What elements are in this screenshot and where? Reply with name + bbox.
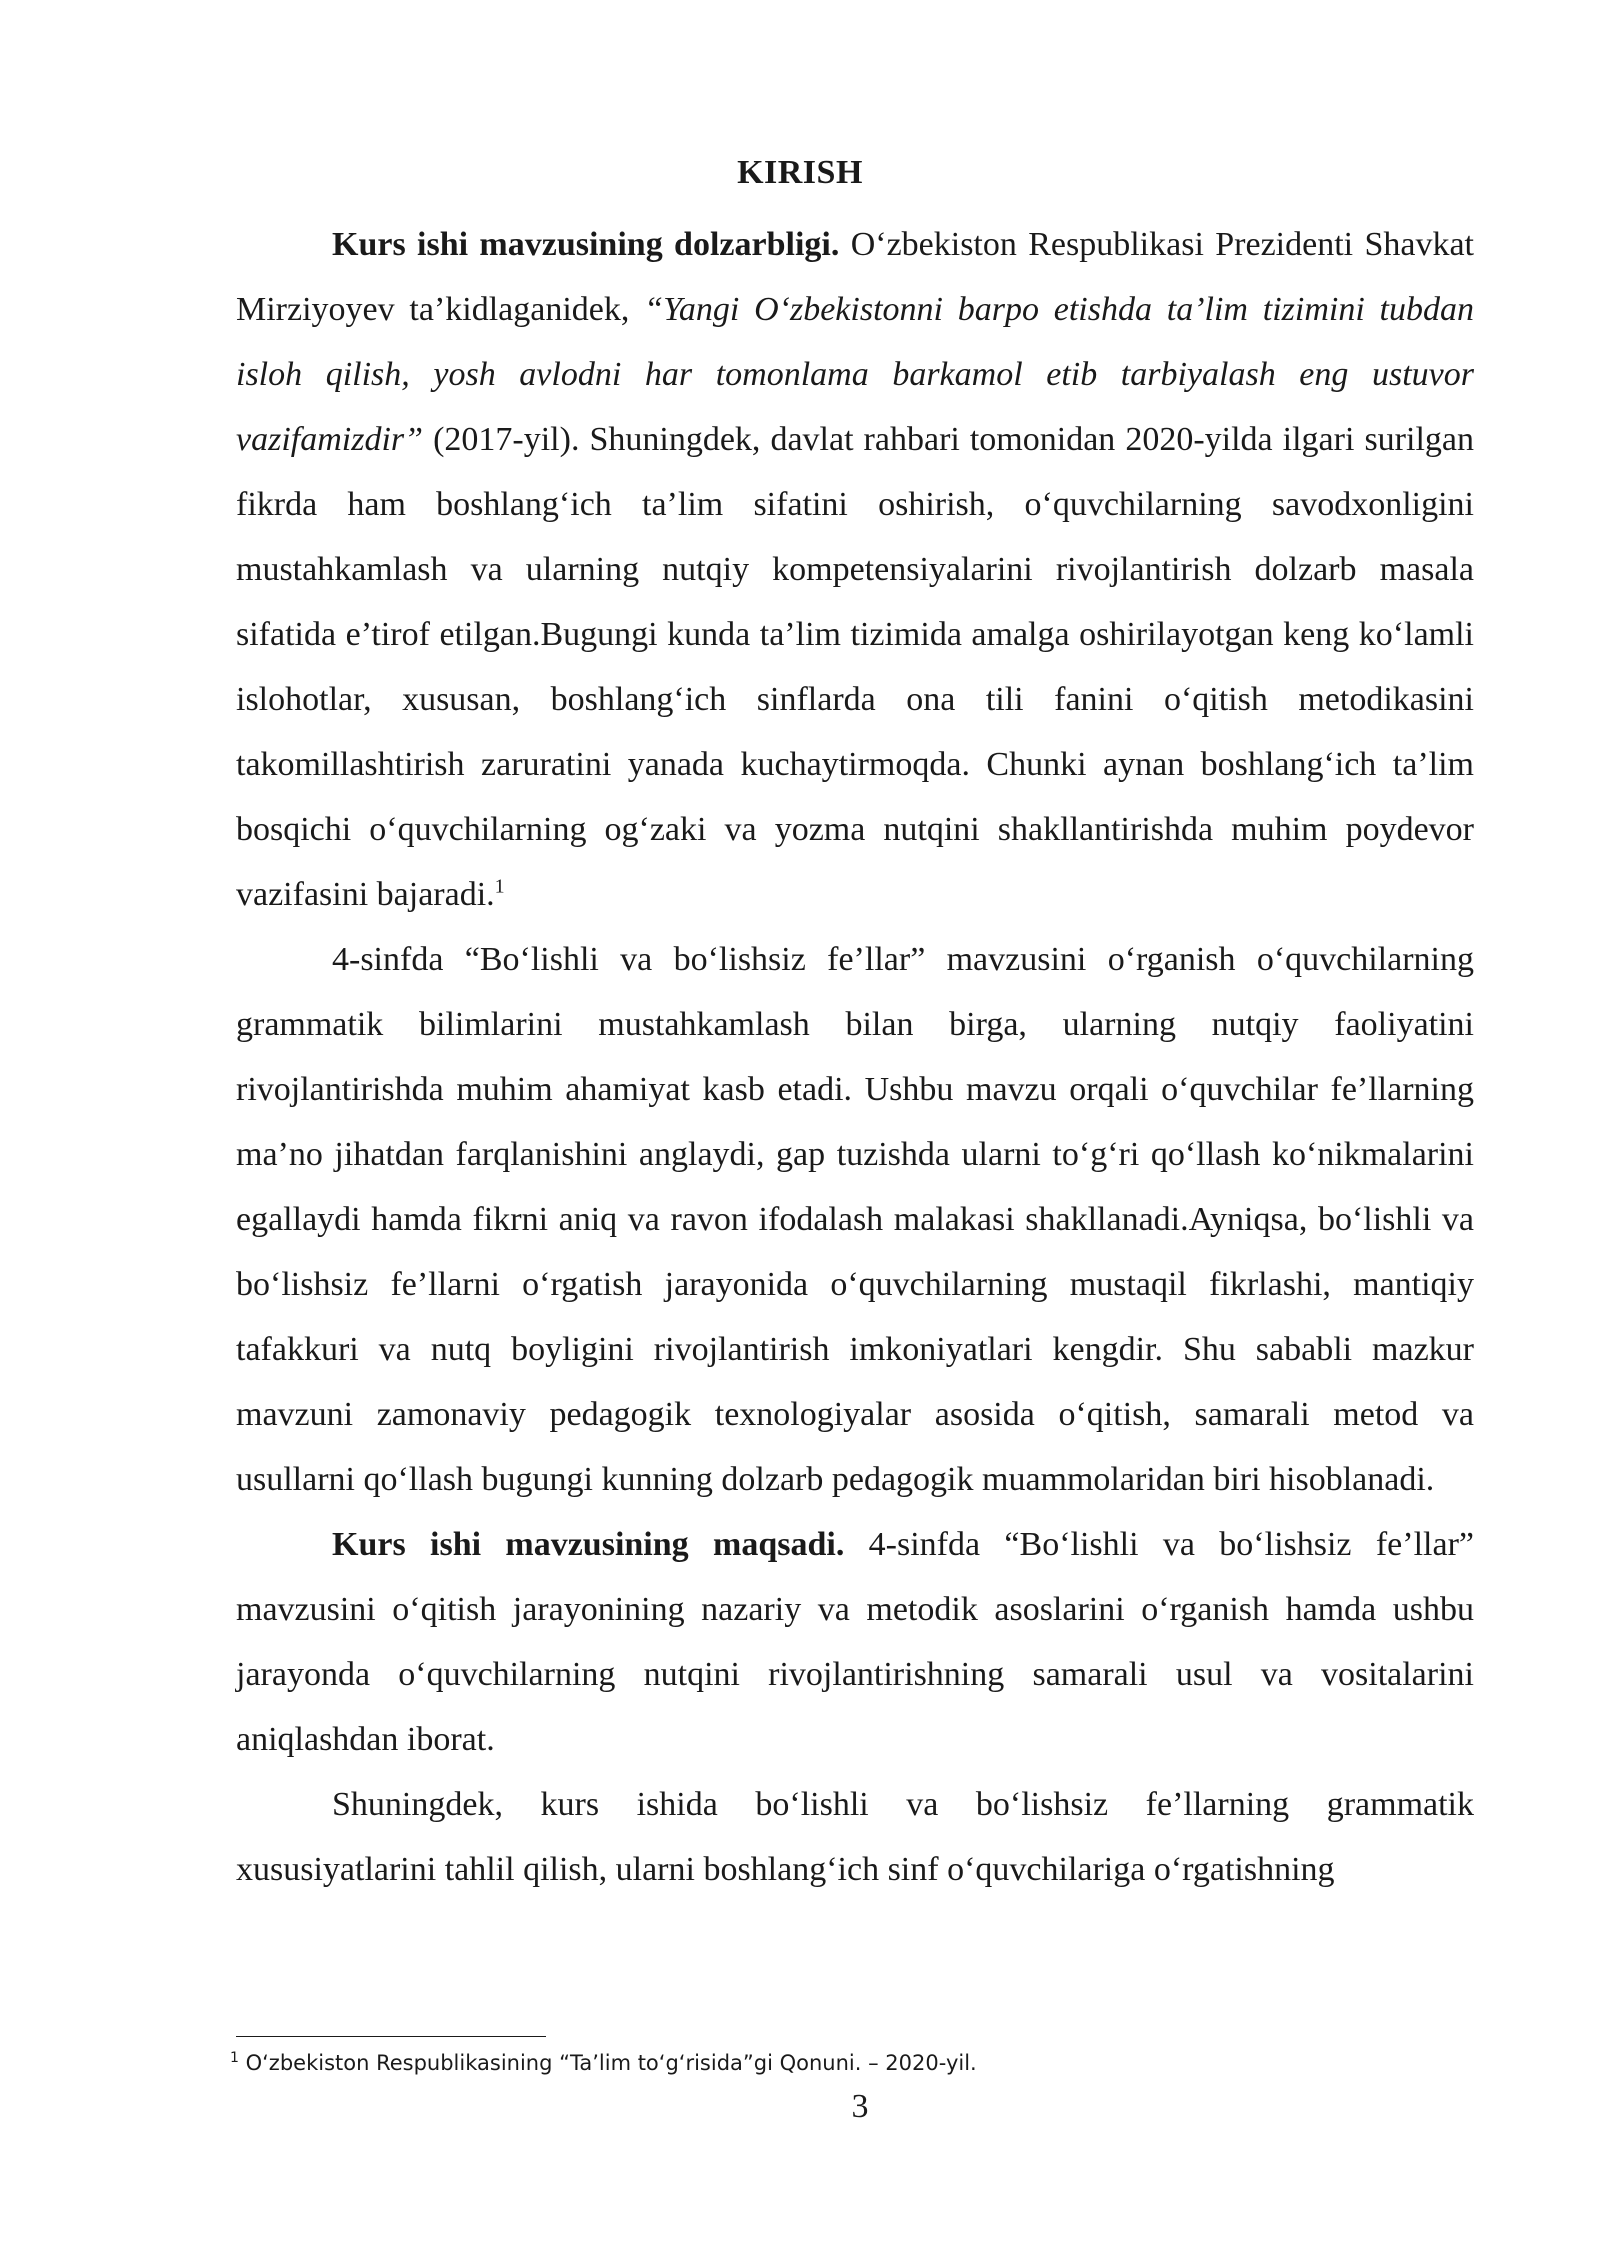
paragraph-lead-goal: Kurs ishi mavzusining maqsadi. — [332, 1526, 845, 1563]
paragraph-additional — [236, 1772, 1474, 1902]
paragraph-text: O‘zbekiston Respublikasi Prezidenti Shavkat Mirziyoyev ta’kidlaganidek, — [236, 226, 1474, 328]
page-number: 3 — [851, 2088, 869, 2125]
paragraph-text: 4-sinfda “Bo‘lishli va bo‘lishsiz fe’llar” mavzusini o‘qitish jarayonining nazariy va metodik asoslarini o‘rganish hamda ushbu jarayonda o‘quvchilarning nutqini rivojlantirishning samarali usul va vositalarini aniqlashdan iborat. — [236, 1526, 1474, 1758]
paragraph-lead-relevance: Kurs ishi mavzusining dolzarbligi. — [332, 226, 840, 263]
president-quote: “Yangi O‘zbekistonni barpo etishda ta’lim tizimini tubdan isloh qilish, yosh avlodni har tomonlama barkamol etib tarbiyalash eng ustuvor vazifamizdir” — [236, 291, 1474, 458]
page-title-text: KIRISH — [737, 154, 863, 191]
paragraph-text: 4-sinfda “Bo‘lishli va bo‘lishsiz fe’llar” mavzusini o‘rganish o‘quvchilarning grammatik bilimlarini mustahkamlash bilan birga, ularning nutqiy faoliyatini rivojlantirishda muhim ahamiyat kasb etadi. Ushbu mavzu orqali o‘quvchilar fe’llarning ma’no jihatdan farqlanishini anglaydi, gap tuzishda ularni to‘g‘ri qo‘llash ko‘nikmalarini egallaydi hamda fikrni aniq va ravon ifodalash malakasi shakllanadi.Ayniqsa, bo‘lishli va bo‘lishsiz fe’llarni o‘rgatish jarayonida o‘quvchilarning mustaqil fikrlashi, mantiqiy tafakkuri va nutq boyligini rivojlantirish imkoniyatlari kengdir. Shu sababli mazkur mavzuni zamonaviy pedagogik texnologiyalar asosida o‘qitish, samarali metod va usullarni qo‘llash bugungi kunning dolzarb pedagogik muammolaridan biri hisoblanadi. — [236, 941, 1474, 1498]
paragraph-text: Shuningdek, kurs ishida bo‘lishli va bo‘lishsiz fe’llarning grammatik xususiyatlarini tahlil qilish, ularni boshlang‘ich sinf o‘quvchilariga o‘rgatishning — [236, 1786, 1474, 1888]
footnote-text: O‘zbekiston Respublikasining “Ta’lim to‘g‘risida”gi Qonuni. – 2020-yil. — [238, 2051, 977, 2075]
footnote-number: 1 — [230, 2050, 239, 2066]
footnote — [230, 2048, 1470, 2078]
paragraph-topic-importance — [236, 927, 1474, 1512]
footnote-separator — [236, 2036, 546, 2037]
paragraph-text: (2017-yil). Shuningdek, davlat rahbari tomonidan 2020-yilda ilgari surilgan fikrda ham boshlang‘ich ta’lim sifatini oshirish, o‘quvchilarning savodxonligini mustahkamlash va ularning nutqiy kompetensiyalarini rivojlantirish dolzarb masala sifatida e’tirof etilgan.Bugungi kunda ta’lim tizimida amalga oshirilayotgan keng ko‘lamli islohotlar, xususan, boshlang‘ich sinflarda ona tili fanini o‘qitish metodikasini takomillashtirish zaruratini yanada kuchaytirmoqda. Chunki aynan boshlang‘ich ta’lim bosqichi o‘quvchilarning og‘zaki va yozma nutqini shakllantirishda muhim poydevor vazifasini bajaradi. — [236, 421, 1474, 913]
paragraph-relevance — [236, 212, 1474, 927]
document-body — [236, 212, 1474, 1902]
page-title — [0, 150, 1600, 196]
footnote-reference[interactable]: 1 — [494, 875, 505, 898]
paragraph-goal — [236, 1512, 1474, 1772]
